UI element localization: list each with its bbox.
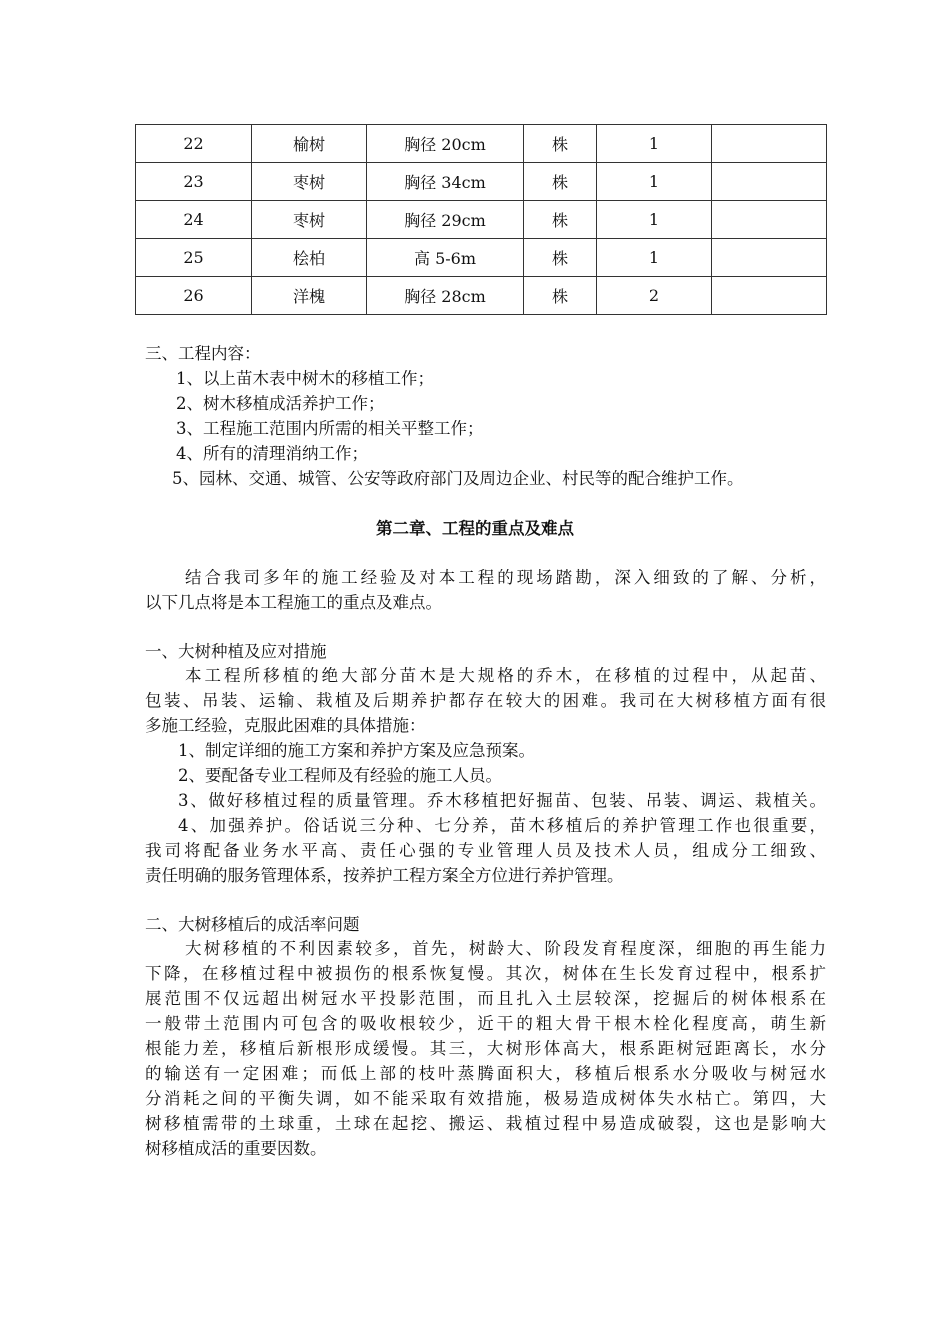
tree-spec: 高 5-6m	[367, 239, 524, 277]
paragraph-line: 展范围不仅远超出树冠水平投影范围，而且扎入土层较深，挖掘后的树体根系在	[145, 989, 826, 1008]
paragraph-line: 包装、吊装、运输、栽植及后期养护都存在较大的困难。我司在大树移植方面有很	[145, 691, 826, 710]
paragraph-line: 下降，在移植过程中被损伤的根系恢复慢。其次，树体在生长发育过程中，根系扩	[145, 964, 826, 983]
paragraph-line: 的输送有一定困难；而低上部的枝叶蒸腾面积大，移植后根系水分吸收与树冠水	[145, 1064, 826, 1083]
list-item: 5、园林、交通、城管、公安等政府部门及周边企业、村民等的配合维护工作。	[172, 469, 744, 488]
tree-name: 洋槐	[252, 277, 367, 315]
unit: 株	[524, 201, 597, 239]
tree-spec: 胸径 29cm	[367, 201, 524, 239]
row-number: 22	[136, 125, 252, 163]
list-item: 1、以上苗木表中树木的移植工作；	[176, 369, 434, 388]
tree-spec: 胸径 20cm	[367, 125, 524, 163]
remark	[712, 277, 827, 315]
paragraph-line: 树移植成活的重要因数。	[145, 1139, 327, 1158]
table-row	[136, 125, 827, 163]
section-title: 二、大树移植后的成活率问题	[145, 915, 360, 934]
table-row	[136, 163, 827, 201]
quantity: 1	[597, 201, 712, 239]
paragraph-line: 分消耗之间的平衡失调，如不能采取有效措施，极易造成树体失水枯亡。第四，大	[145, 1089, 826, 1108]
quantity: 1	[597, 163, 712, 201]
paragraph-line: 树移植需带的土球重，土球在起挖、搬运、栽植过程中易造成破裂，这也是影响大	[145, 1114, 826, 1133]
section-title: 一、大树种植及应对措施	[145, 642, 327, 661]
row-number: 26	[136, 277, 252, 315]
quantity: 2	[597, 277, 712, 315]
tree-name: 榆树	[252, 125, 367, 163]
tree-name: 枣树	[252, 163, 367, 201]
tree-table	[135, 124, 827, 315]
paragraph-line: 责任明确的服务管理体系，按养护工程方案全方位进行养护管理。	[145, 866, 624, 885]
unit: 株	[524, 239, 597, 277]
section-title: 三、工程内容：	[145, 344, 261, 363]
quantity: 1	[597, 239, 712, 277]
tree-spec: 胸径 34cm	[367, 163, 524, 201]
tree-name: 桧柏	[252, 239, 367, 277]
paragraph-line: 结合我司多年的施工经验及对本工程的现场踏勘，深入细致的了解、分析，	[185, 568, 826, 587]
unit: 株	[524, 277, 597, 315]
row-number: 24	[136, 201, 252, 239]
paragraph-line: 多施工经验，克服此困难的具体措施：	[145, 716, 426, 735]
paragraph-line: 以下几点将是本工程施工的重点及难点。	[145, 593, 442, 612]
paragraph-line: 大树移植的不利因素较多，首先，树龄大、阶段发育程度深，细胞的再生能力	[185, 939, 826, 958]
list-item: 3、做好移植过程的质量管理。乔木移植把好掘苗、包装、吊装、调运、栽植关。	[178, 791, 826, 810]
paragraph-line: 本工程所移植的绝大部分苗木是大规格的乔木，在移植的过程中，从起苗、	[185, 666, 826, 685]
chapter-title: 第二章、工程的重点及难点	[376, 519, 574, 538]
tree-name: 枣树	[252, 201, 367, 239]
remark	[712, 201, 827, 239]
table-row	[136, 201, 827, 239]
table-row	[136, 277, 827, 315]
row-number: 23	[136, 163, 252, 201]
paragraph-line: 一般带土范围内可包含的吸收根较少，近干的粗大骨干根木栓化程度高，萌生新	[145, 1014, 826, 1033]
list-item: 1、制定详细的施工方案和养护方案及应急预案。	[178, 741, 535, 760]
unit: 株	[524, 163, 597, 201]
paragraph-line: 我司将配备业务水平高、责任心强的专业管理人员及技术人员，组成分工细致、	[145, 841, 826, 860]
remark	[712, 125, 827, 163]
quantity: 1	[597, 125, 712, 163]
remark	[712, 239, 827, 277]
remark	[712, 163, 827, 201]
list-item: 4、加强养护。俗话说三分种、七分养，苗木移植后的养护管理工作也很重要，	[178, 816, 826, 835]
list-item: 2、树木移植成活养护工作；	[176, 394, 385, 413]
list-item: 2、要配备专业工程师及有经验的施工人员。	[178, 766, 502, 785]
table-row	[136, 239, 827, 277]
unit: 株	[524, 125, 597, 163]
list-item: 3、工程施工范围内所需的相关平整工作；	[176, 419, 484, 438]
row-number: 25	[136, 239, 252, 277]
list-item: 4、所有的清理消纳工作；	[176, 444, 368, 463]
paragraph-line: 根能力差，移植后新根形成缓慢。其三，大树形体高大，根系距树冠距离长，水分	[145, 1039, 826, 1058]
tree-spec: 胸径 28cm	[367, 277, 524, 315]
